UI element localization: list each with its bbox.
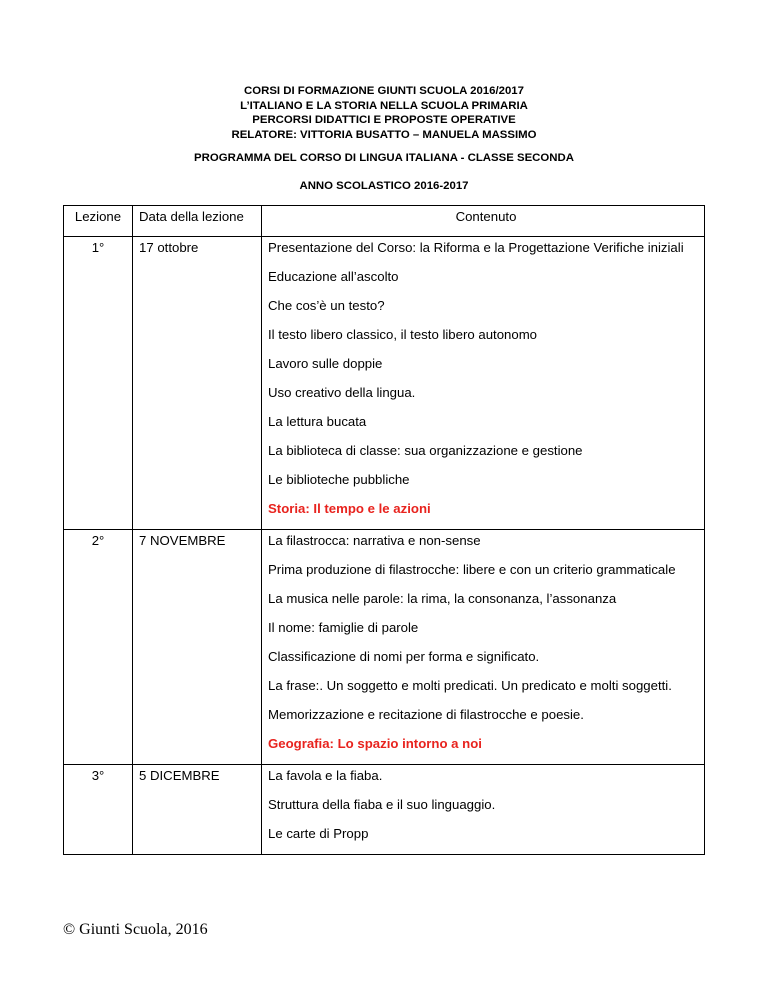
content-item: Lavoro sulle doppie xyxy=(268,356,383,371)
document-header xyxy=(0,84,768,142)
content-item: La lettura bucata xyxy=(268,414,367,429)
date-label: 5 DICEMBRE xyxy=(139,768,220,783)
content-item: Struttura della fiaba e il suo linguaggio. xyxy=(268,797,496,812)
highlight-topic: Storia: Il tempo e le azioni xyxy=(268,501,431,516)
table-row xyxy=(64,237,705,530)
content-item: Prima produzione di filastrocche: libere e con un criterio grammaticale xyxy=(268,562,676,577)
lezione-date xyxy=(133,237,262,530)
content-item: La biblioteca di classe: sua organizzazione e gestione xyxy=(268,443,583,458)
header-line: PERCORSI DIDATTICI E PROPOSTE OPERATIVE xyxy=(252,114,516,126)
lezione-date xyxy=(133,530,262,765)
content-item: Presentazione del Corso: la Riforma e la Progettazione Verifiche iniziali xyxy=(268,240,684,255)
lezione-number xyxy=(64,765,133,855)
content-item: Uso creativo della lingua. xyxy=(268,385,416,400)
lezione-contenuto xyxy=(262,765,705,855)
lezione-number xyxy=(64,530,133,765)
table-row xyxy=(64,765,705,855)
content-item: La frase:. Un soggetto e molti predicati. Un predicato e molti soggetti. xyxy=(268,678,672,693)
content-item: Che cos’è un testo? xyxy=(268,298,385,313)
lezione-label: 3° xyxy=(91,768,105,783)
lezione-contenuto xyxy=(262,237,705,530)
header-lezione: Lezione xyxy=(64,206,133,237)
content-item: La favola e la fiaba. xyxy=(268,768,383,783)
date-label: 17 ottobre xyxy=(139,240,199,255)
header-data: Data della lezione xyxy=(133,206,262,237)
lezione-contenuto xyxy=(262,530,705,765)
highlight-topic: Geografia: Lo spazio intorno a noi xyxy=(268,736,482,751)
lezione-date xyxy=(133,765,262,855)
content-item: Il testo libero classico, il testo libero autonomo xyxy=(268,327,538,342)
lezione-label: 1° xyxy=(91,240,105,255)
programma-title: PROGRAMMA DEL CORSO DI LINGUA ITALIANA - CLASSE SECONDA xyxy=(194,152,574,164)
lezione-label: 2° xyxy=(91,533,105,548)
header-line: CORSI DI FORMAZIONE GIUNTI SCUOLA 2016/2017 xyxy=(244,85,524,97)
header-line: RELATORE: VITTORIA BUSATTO – MANUELA MASSIMO xyxy=(231,128,537,141)
content-item: Le carte di Propp xyxy=(268,826,369,841)
content-item: La filastrocca: narrativa e non-sense xyxy=(268,533,481,548)
lezione-number xyxy=(64,237,133,530)
program-table xyxy=(63,205,705,855)
content-item: La musica nelle parole: la rima, la consonanza, l’assonanza xyxy=(268,591,617,606)
content-item: Memorizzazione e recitazione di filastrocche e poesie. xyxy=(268,707,584,722)
date-label: 7 NOVEMBRE xyxy=(139,533,226,548)
table-header-row xyxy=(64,206,705,237)
table-row xyxy=(64,530,705,765)
copyright-footer: © Giunti Scuola, 2016 xyxy=(63,921,208,938)
content-item: Classificazione di nomi per forma e significato. xyxy=(268,649,540,664)
header-contenuto: Contenuto xyxy=(262,206,705,237)
content-item: Il nome: famiglie di parole xyxy=(268,620,419,635)
header-line: L’ITALIANO E LA STORIA NELLA SCUOLA PRIMARIA xyxy=(240,99,528,112)
content-item: Educazione all’ascolto xyxy=(268,269,399,284)
content-item: Le biblioteche pubbliche xyxy=(268,472,410,487)
anno-scolastico: ANNO SCOLASTICO 2016-2017 xyxy=(299,180,469,192)
